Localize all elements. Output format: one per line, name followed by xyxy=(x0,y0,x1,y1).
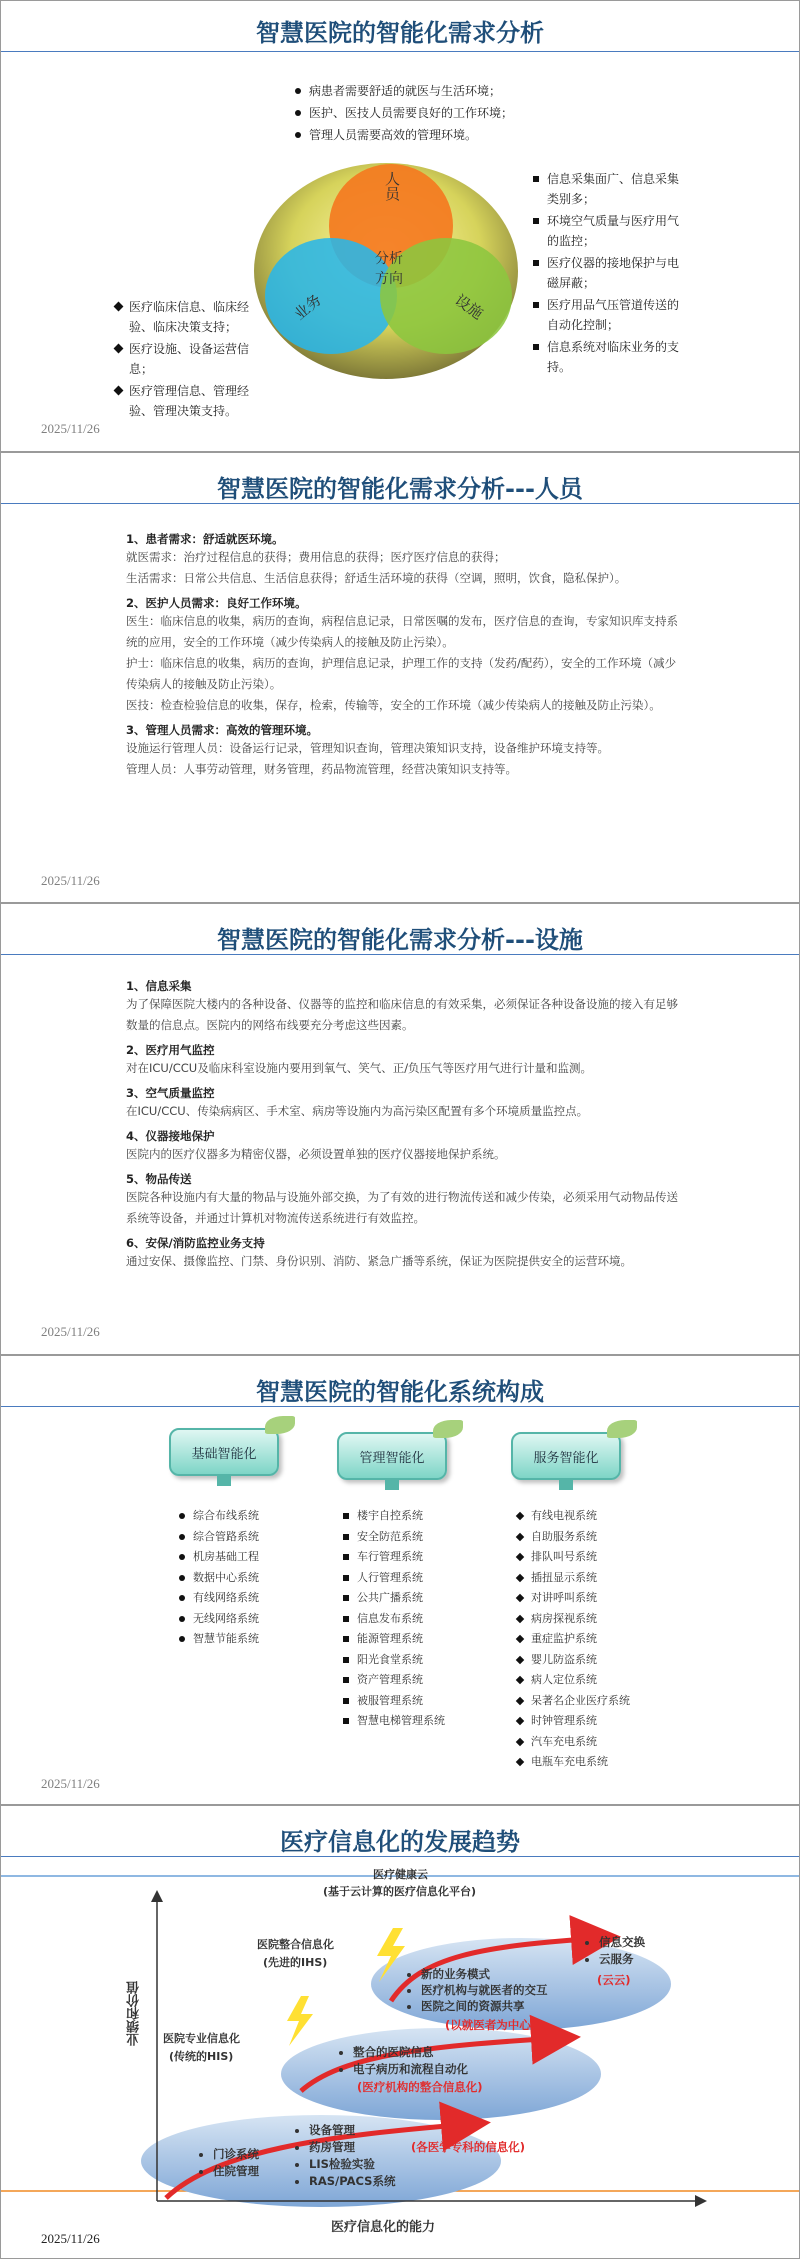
list-item: • 新的业务模式 xyxy=(421,1966,548,1982)
lightning-icon xyxy=(287,1996,313,2046)
list-item: 阳光食堂系统 xyxy=(341,1650,501,1671)
slide-date: 2025/11/26 xyxy=(41,873,100,888)
list-item: 人行管理系统 xyxy=(341,1568,501,1589)
list-item: 医疗临床信息、临床经验、临床决策支持； xyxy=(113,297,251,337)
slide-title: 智慧医院的智能化需求分析---设施 xyxy=(217,926,583,954)
people-text xyxy=(126,525,686,780)
section-heading: 2、医护人员需求：良好工作环境。 xyxy=(126,596,307,610)
level1-left-list xyxy=(213,2146,259,2180)
section-heading: 4、仪器接地保护 xyxy=(126,1129,215,1143)
list-item: 有线网络系统 xyxy=(177,1588,317,1609)
sign-post xyxy=(217,1476,231,1486)
x-axis-label: 医疗信息化的能力 xyxy=(331,2220,436,2235)
his-title: 医院专业信息化 xyxy=(163,2032,240,2045)
left-bullet-list xyxy=(113,297,251,421)
list-item: 病房探视系统 xyxy=(515,1609,633,1630)
list-item: 机房基础工程 xyxy=(177,1547,317,1568)
list-item: 公共广播系统 xyxy=(341,1588,501,1609)
list-item: 信息系统对临床业务的支持。 xyxy=(531,337,686,377)
list-item: 综合管路系统 xyxy=(177,1527,317,1548)
slide-people-analysis xyxy=(0,452,800,903)
section-heading: 5、物品传送 xyxy=(126,1172,192,1186)
paragraph: 管理人员：人事劳动管理，财务管理，药品物流管理，经营决策知识支持等。 xyxy=(126,762,517,776)
level1-note: (各医学专科的信息化) xyxy=(411,2140,526,2154)
list-item: 楼宇自控系统 xyxy=(341,1506,501,1527)
ihs-title: 医院整合信息化 xyxy=(257,1938,334,1951)
list-item: 医疗管理信息、管理经验、管理决策支持。 xyxy=(113,381,251,421)
y-axis-label: 业绩和价值 xyxy=(127,1981,142,2046)
ihs-subtitle: (先进的IHS) xyxy=(263,1956,328,1969)
slide-title: 智慧医院的智能化需求分析---人员 xyxy=(217,475,583,503)
list-item: • 信息交换 xyxy=(599,1934,645,1951)
list-item: • 门诊系统 xyxy=(213,2146,259,2163)
slide-date: 2025/11/26 xyxy=(41,1324,100,1339)
management-system-list xyxy=(341,1506,501,1732)
list-item: • RAS/PACS系统 xyxy=(309,2173,395,2190)
slide-date: 2025/11/26 xyxy=(41,421,100,436)
sign-service xyxy=(511,1432,631,1490)
slide-system-composition xyxy=(0,1355,800,1805)
list-item: 重症监护系统 xyxy=(515,1629,633,1650)
list-item: • 电子病历和流程自动化 xyxy=(353,2061,468,2078)
level3-right-note: (云云) xyxy=(597,1973,631,1987)
list-item: 被服管理系统 xyxy=(341,1691,501,1712)
list-item: 管理人员需要高效的管理环境。 xyxy=(293,125,553,145)
list-item: 病人定位系统 xyxy=(515,1670,633,1691)
leaf-icon xyxy=(265,1416,295,1434)
list-item: 智慧电梯管理系统 xyxy=(341,1711,501,1732)
section-heading: 3、管理人员需求：高效的管理环境。 xyxy=(126,723,318,737)
sign-post xyxy=(385,1480,399,1490)
sign-post xyxy=(559,1480,573,1490)
sign-label: 基础智能化 xyxy=(191,1447,257,1462)
list-item: • 医院之间的资源共享 xyxy=(421,1998,548,2014)
list-item: • 住院管理 xyxy=(213,2163,259,2180)
list-item: • 云服务 xyxy=(599,1951,645,1968)
paragraph: 通过安保、摄像监控、门禁、身份识别、消防、紧急广播等系统，保证为医院提供安全的运营环境。 xyxy=(126,1254,632,1268)
slide-development-trend xyxy=(0,1805,800,2259)
slide-date: 2025/11/26 xyxy=(41,2231,100,2246)
list-item: 能源管理系统 xyxy=(341,1629,501,1650)
list-item: 信息采集面广、信息采集类别多； xyxy=(531,169,686,209)
leaf-icon xyxy=(433,1420,463,1438)
paragraph: 为了保障医院大楼内的各种设备、仪器等的监控和临床信息的有效采集，必须保证各种设备设施的接入有足够数量的信息点。医院内的网络布线要充分考虑这些因素。 xyxy=(126,997,678,1032)
his-subtitle: (传统的HIS) xyxy=(169,2050,234,2063)
level3-note: (以就医者为中心) xyxy=(445,2018,537,2032)
venn-center-label-1: 分析 xyxy=(375,252,403,267)
list-item: 无线网络系统 xyxy=(177,1609,317,1630)
paragraph: 设施运行管理人员：设备运行记录，管理知识查询，管理决策知识支持，设备维护环境支持等。 xyxy=(126,741,609,755)
slide-facility-analysis xyxy=(0,903,800,1355)
list-item: 智慧节能系统 xyxy=(177,1629,317,1650)
list-item: 综合布线系统 xyxy=(177,1506,317,1527)
venn-top-label: 人员 xyxy=(383,171,399,201)
list-item: 汽车充电系统 xyxy=(515,1732,633,1753)
list-item: 医疗设施、设备运营信息； xyxy=(113,339,251,379)
list-item: 有线电视系统 xyxy=(515,1506,633,1527)
paragraph: 生活需求：日常公共信息、生活信息获得；舒适生活环境的获得（空调，照明，饮食，隐私保护）。 xyxy=(126,571,627,585)
list-item: 自助服务系统 xyxy=(515,1527,633,1548)
paragraph: 在ICU/CCU、传染病病区、手术室、病房等设施内为高污染区配置有多个环境质量监控点。 xyxy=(126,1104,589,1118)
list-item: 资产管理系统 xyxy=(341,1670,501,1691)
list-item: • LIS检验实验 xyxy=(309,2156,395,2173)
facility-text xyxy=(126,972,686,1272)
paragraph: 医生：临床信息的收集，病历的查询，病程信息记录，日常医嘱的发布，医疗信息的查询，专家知识库支持系统的应用，安全的工作环境（减少传染病人的接触及防止污染）。 xyxy=(126,614,678,649)
list-item: 对讲呼叫系统 xyxy=(515,1588,633,1609)
slide-title: 智慧医院的智能化系统构成 xyxy=(256,1378,544,1406)
list-item: 医疗仪器的接地保护与电磁屏蔽； xyxy=(531,253,686,293)
list-item: 病患者需要舒适的就医与生活环境； xyxy=(293,81,553,101)
slide-needs-analysis xyxy=(0,0,800,452)
list-item: 医护、医技人员需要良好的工作环境； xyxy=(293,103,553,123)
list-item: • 医疗机构与就医者的交互 xyxy=(421,1982,548,1998)
venn-left-label: 业务 xyxy=(291,292,326,324)
title-rule xyxy=(1,954,799,955)
level2-note: (医疗机构的整合信息化) xyxy=(357,2080,483,2094)
list-item: 数据中心系统 xyxy=(177,1568,317,1589)
basic-system-list xyxy=(177,1506,317,1650)
cloud-title: 医疗健康云 xyxy=(373,1868,428,1881)
slide-date: 2025/11/26 xyxy=(41,1776,100,1791)
title-rule xyxy=(1,1406,799,1407)
section-heading: 3、空气质量监控 xyxy=(126,1086,215,1100)
list-item: 呆著名企业医疗系统 xyxy=(515,1691,633,1712)
level2-list xyxy=(353,2044,468,2078)
paragraph: 对在ICU/CCU及临床科室设施内要用到氧气、笑气、正/负压气等医疗用气进行计量和监测。 xyxy=(126,1061,593,1075)
right-bullet-list xyxy=(531,169,686,377)
paragraph: 医技：检查检验信息的收集，保存，检索，传输等，安全的工作环境（减少传染病人的接触及防止污染）。 xyxy=(126,698,661,712)
level3-right-list xyxy=(599,1934,645,1968)
list-item: • 设备管理 xyxy=(309,2122,395,2139)
paragraph: 就医需求：治疗过程信息的获得；费用信息的获得；医疗医疗信息的获得； xyxy=(126,550,506,564)
list-item: 婴儿防盗系统 xyxy=(515,1650,633,1671)
section-heading: 1、信息采集 xyxy=(126,979,192,993)
list-item: 车行管理系统 xyxy=(341,1547,501,1568)
section-heading: 1、患者需求：舒适就医环境。 xyxy=(126,532,284,546)
service-system-list xyxy=(515,1506,633,1773)
list-item: 环境空气质量与医疗用气的监控； xyxy=(531,211,686,251)
venn-center-label-2: 方向 xyxy=(375,272,403,287)
list-item: • 药房管理 xyxy=(309,2139,395,2156)
section-heading: 6、安保/消防监控业务支持 xyxy=(126,1236,265,1250)
sign-label: 服务智能化 xyxy=(533,1451,599,1466)
list-item: • 整合的医院信息 xyxy=(353,2044,468,2061)
sign-basic xyxy=(169,1428,289,1486)
title-rule xyxy=(1,503,799,504)
level1-right-list xyxy=(309,2122,395,2190)
level3-list xyxy=(421,1966,548,2014)
list-item: 排队叫号系统 xyxy=(515,1547,633,1568)
venn-right-label: 设施 xyxy=(451,292,486,323)
leaf-icon xyxy=(607,1420,637,1438)
slide-title: 医疗信息化的发展趋势 xyxy=(280,1828,520,1856)
paragraph: 医院各种设施内有大量的物品与设施外部交换，为了有效的进行物流传送和减少传染，必须采用气动物品传送系统等设备，并通过计算机对物流传送系统进行有效监控。 xyxy=(126,1190,678,1225)
paragraph: 护士：临床信息的收集，病历的查询，护理信息记录，护理工作的支持（发药/配药），安全的工作环境（减少传染病人的接触及防止污染）。 xyxy=(126,656,677,691)
sign-management xyxy=(337,1432,457,1490)
list-item: 信息发布系统 xyxy=(341,1609,501,1630)
cloud-subtitle: (基于云计算的医疗信息化平台) xyxy=(323,1885,477,1898)
list-item: 插扭显示系统 xyxy=(515,1568,633,1589)
section-heading: 2、医疗用气监控 xyxy=(126,1043,215,1057)
list-item: 时钟管理系统 xyxy=(515,1711,633,1732)
list-item: 电瓶车充电系统 xyxy=(515,1752,633,1773)
list-item: 安全防范系统 xyxy=(341,1527,501,1548)
sign-label: 管理智能化 xyxy=(359,1451,425,1466)
paragraph: 医院内的医疗仪器多为精密仪器，必须设置单独的医疗仪器接地保护系统。 xyxy=(126,1147,506,1161)
list-item: 医疗用品气压管道传送的自动化控制； xyxy=(531,295,686,335)
slide-title: 智慧医院的智能化需求分析 xyxy=(256,19,544,47)
